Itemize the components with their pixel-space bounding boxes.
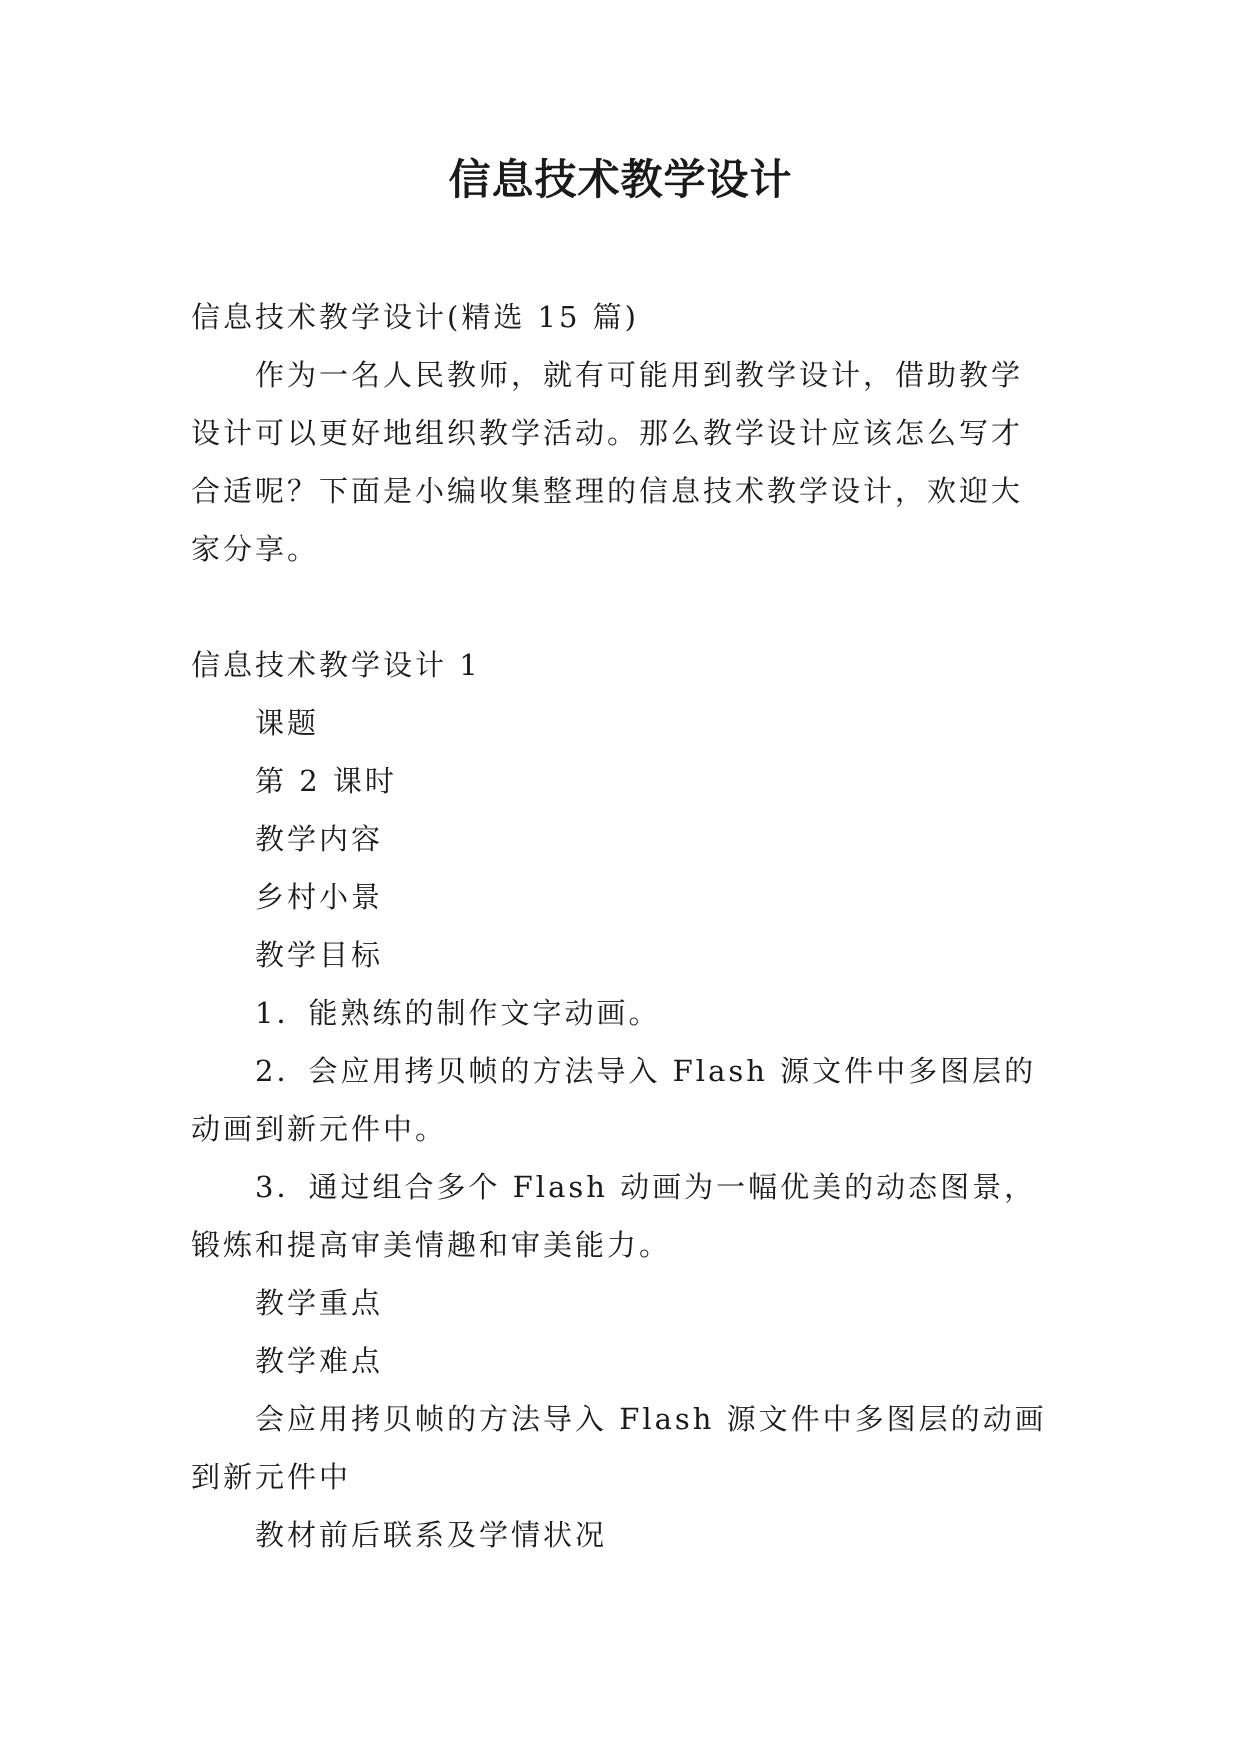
blank-line	[191, 578, 1051, 636]
document-title: 信息技术教学设计	[448, 155, 793, 204]
paragraph: 教学内容	[255, 822, 384, 856]
document-body	[191, 288, 1051, 1564]
paragraph: 会应用拷贝帧的方法导入 Flash 源文件中多图层的动画到新元件中	[191, 1402, 1047, 1494]
paragraph: 3．通过组合多个 Flash 动画为一幅优美的动态图景，锻炼和提高审美情趣和审美能力。	[191, 1170, 1037, 1262]
paragraph: 教学难点	[255, 1344, 384, 1378]
paragraph: 第 2 课时	[255, 764, 397, 798]
paragraph: 教材前后联系及学情状况	[255, 1518, 608, 1552]
paragraph: 2．会应用拷贝帧的方法导入 Flash 源文件中多图层的动画到新元件中。	[191, 1054, 1037, 1146]
paragraph: 信息技术教学设计(精选 15 篇)	[191, 300, 639, 334]
paragraph: 1．能熟练的制作文字动画。	[255, 996, 661, 1030]
paragraph: 教学目标	[255, 938, 384, 972]
paragraph: 作为一名人民教师，就有可能用到教学设计，借助教学设计可以更好地组织教学活动。那么教学设计应该怎么写才合适呢？下面是小编收集整理的信息技术教学设计，欢迎大家分享。	[191, 358, 1024, 566]
paragraph: 信息技术教学设计 1	[191, 648, 481, 682]
paragraph: 教学重点	[255, 1286, 384, 1320]
paragraph: 乡村小景	[255, 880, 384, 914]
paragraph: 课题	[255, 706, 320, 740]
